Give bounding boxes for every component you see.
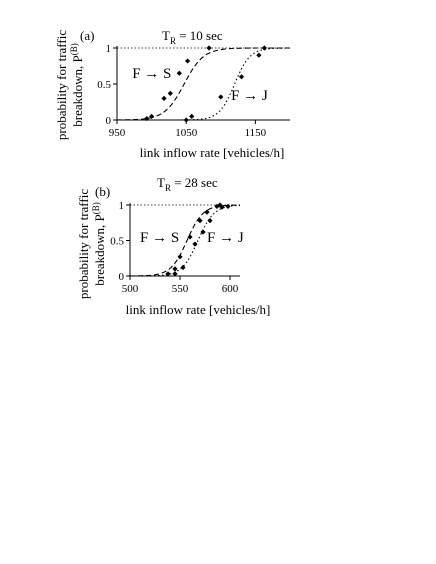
y-axis-label <box>54 30 85 140</box>
series-labels <box>140 230 244 246</box>
y-axis-label-main: breakdown, P <box>92 214 107 286</box>
x-tick-label: 500 <box>121 283 139 295</box>
data-point <box>262 45 267 50</box>
title-main: T <box>162 28 170 43</box>
x-tick-label: 950 <box>108 127 126 139</box>
y-tick-label: 1 <box>118 200 124 212</box>
series-label-2: F → J <box>207 229 244 246</box>
data-point <box>256 53 261 58</box>
chart-panel-a <box>54 28 290 160</box>
data-point <box>206 45 211 50</box>
series-labels <box>132 66 268 104</box>
series-label-1: F → S <box>140 229 180 246</box>
y-axis-label-superscript: (B) <box>91 202 101 215</box>
y-axis-label-line2 <box>69 43 85 127</box>
data-point <box>180 265 185 270</box>
chart-title <box>157 175 218 193</box>
y-axis-label-line1: probability for traffic <box>54 29 69 141</box>
x-tick-label: 1050 <box>175 127 198 139</box>
fit-curves <box>117 48 290 120</box>
chart-panel-b <box>76 175 270 317</box>
x-tick-label: 600 <box>221 283 239 295</box>
x-tick-label: 1150 <box>244 127 267 139</box>
data-point <box>161 96 166 101</box>
y-axis-label-line2 <box>91 202 107 286</box>
data-point <box>204 210 209 215</box>
y-axis-label-superscript: (B) <box>69 43 79 56</box>
title-main: T <box>157 175 165 190</box>
y-tick-label: 0.5 <box>110 235 124 248</box>
title-subscript: R <box>164 183 171 193</box>
data-point <box>192 241 197 246</box>
y-tick-label: 1 <box>105 43 111 55</box>
data-point <box>239 74 244 79</box>
x-axis-label: link inflow rate [vehicles/h] <box>139 145 285 160</box>
y-tick-label: 0 <box>118 271 124 283</box>
panel-label: (b) <box>95 184 111 199</box>
data-point <box>189 114 194 119</box>
y-axis-label <box>76 189 107 299</box>
fit-curve-series-1 <box>117 48 290 120</box>
y-tick-label: 0 <box>105 115 111 127</box>
fit-curve-series-2 <box>117 48 290 120</box>
series-label-2: F → J <box>231 87 268 104</box>
x-tick-label: 550 <box>171 283 189 295</box>
y-axis-label-main: breakdown, P <box>70 55 85 127</box>
x-axis-label: link inflow rate [vehicles/h] <box>125 302 271 317</box>
data-point <box>218 94 223 99</box>
data-point <box>184 117 189 122</box>
y-tick-label: 0.5 <box>97 79 111 91</box>
data-points <box>144 45 267 122</box>
panel-label: (a) <box>80 28 95 43</box>
title-rest: = 10 sec <box>175 28 223 43</box>
title-rest: = 28 sec <box>170 175 218 190</box>
data-point <box>225 204 230 209</box>
chart-title <box>162 28 223 46</box>
title-subscript: R <box>169 36 176 46</box>
data-point <box>177 254 182 259</box>
data-point <box>185 58 190 63</box>
data-point <box>172 266 177 271</box>
y-axis-label-line1: probability for traffic <box>76 188 91 300</box>
data-point <box>177 71 182 76</box>
data-point <box>168 91 173 96</box>
data-point <box>207 218 212 223</box>
series-label-1: F → S <box>132 66 172 83</box>
